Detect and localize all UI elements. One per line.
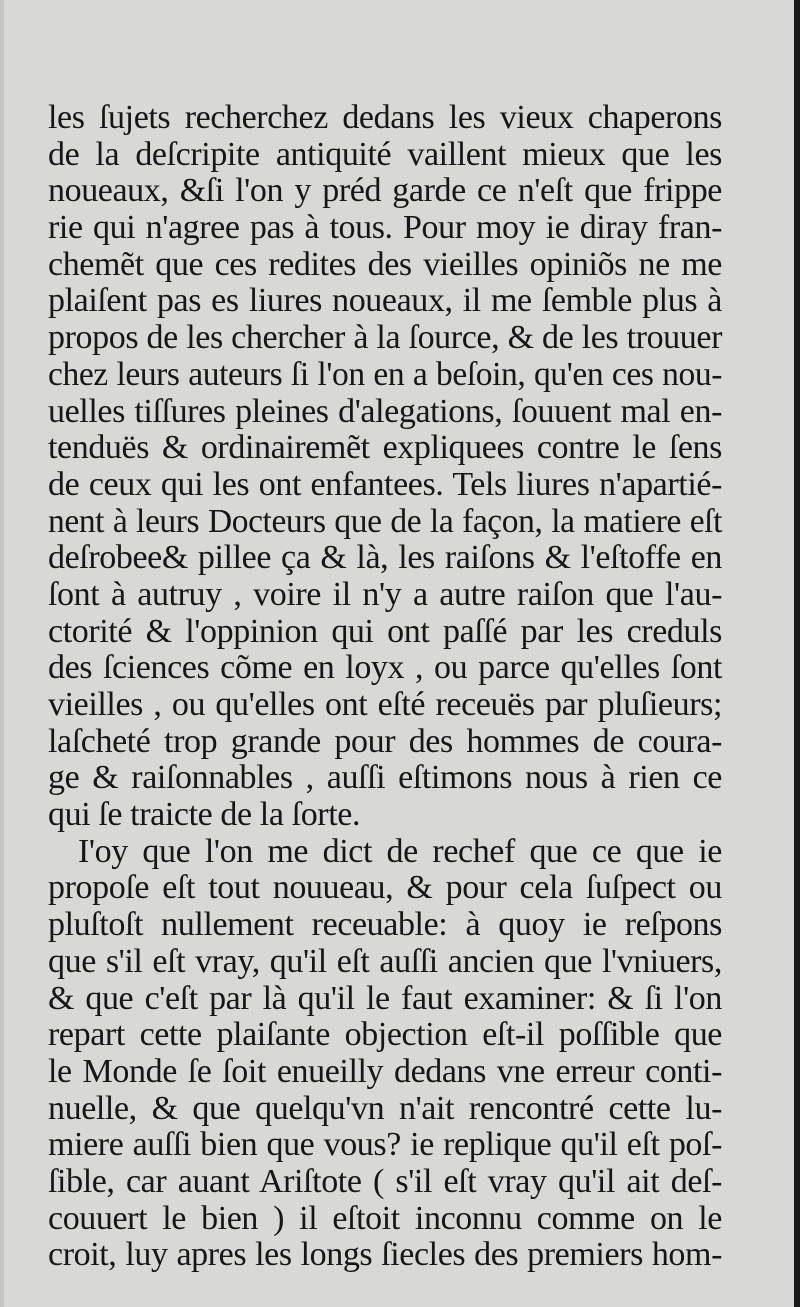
text-line: vieilles , ou qu'elles ont eſté receuës par pluſieurs;	[48, 686, 722, 723]
text-line: chemẽt que ces redites des vieilles opiniõs ne me	[48, 245, 722, 283]
text-line: qui ſe traicte de la ſorte.	[48, 796, 361, 834]
text-line: propos de les chercher à la ſource, & de les trouuer	[48, 319, 722, 357]
text-line: couuert le bien ) il eſtoit inconnu comme on le	[48, 1199, 722, 1237]
text-line: pluſtoſt nullement receuable: à quoy ie reſpons	[48, 906, 722, 944]
text-line: croit, luy apres les longs ſiecles des premiers hom-	[48, 1236, 722, 1274]
text-line: laſcheté trop grande pour des hommes de coura-	[48, 722, 722, 760]
text-line: nent à leurs Docteurs que de la façon, la matiere eſt	[48, 502, 722, 540]
text-line: miere auſſi bien que vous? ie replique qu'il eſt poſ-	[48, 1126, 722, 1164]
text-line: ſont à autruy , voire il n'y a autre raiſon que l'au-	[48, 575, 722, 613]
text-line: I'oy que l'on me dict de rechef que ce que ie	[78, 832, 722, 870]
text-line: ſible, car auant Ariſtote ( s'il eſt vray qu'il ait deſ-	[48, 1162, 722, 1200]
page-left-edge	[0, 0, 4, 1307]
text-line: de la deſcripite antiquité vaillent mieux que les	[48, 135, 722, 173]
text-line: repart cette plaiſante objection eſt-il poſſible que	[48, 1016, 722, 1054]
text-line: plaiſent pas es liures noueaux, il me ſemble plus à	[48, 282, 722, 320]
text-line: nuelle, & que quelqu'vn n'ait rencontré cette lu-	[48, 1089, 722, 1127]
text-line: les ſujets recherchez dedans les vieux chaperons	[48, 99, 722, 136]
text-line: des ſciences cõme en loyx , ou parce qu'elles ſont	[48, 649, 722, 687]
body-text	[48, 100, 722, 1274]
text-line: ctorité & l'oppinion qui ont paſſé par les creduls	[48, 612, 722, 650]
paragraph-2	[48, 834, 722, 1274]
text-line: tenduës & ordinairemẽt expliquees contre le ſens	[48, 429, 722, 467]
text-line: chez leurs auteurs ſi l'on en a beſoin, qu'en ces nou-	[48, 355, 722, 393]
text-line: noueaux, &ſi l'on y préd garde ce n'eſt que frippe	[48, 172, 722, 210]
text-line: de ceux qui les ont enfantees. Tels liures n'apartié-	[48, 465, 722, 503]
text-line: deſrobee& pillee ça & là, les raiſons & l'eſtoffe en	[48, 539, 722, 577]
text-line: que s'il eſt vray, qu'il eſt auſſi ancien que l'vniuers,	[48, 942, 722, 980]
text-line: uelles tiſſures pleines d'alegations, ſouuent mal en-	[48, 392, 722, 430]
text-line: rie qui n'agree pas à tous. Pour moy ie diray fran-	[48, 209, 722, 247]
text-line: le Monde ſe ſoit enueilly dedans vne erreur conti-	[48, 1052, 722, 1090]
text-line: & que c'eſt par là qu'il le faut examiner: & ſi l'on	[48, 979, 722, 1017]
text-line: ge & raiſonnables , auſſi eſtimons nous à rien ce	[48, 759, 722, 797]
text-line: propoſe eſt tout nouueau, & pour cela ſuſpect ou	[48, 869, 722, 907]
page-gutter-shadow	[794, 0, 800, 1307]
paragraph-1	[48, 100, 722, 834]
